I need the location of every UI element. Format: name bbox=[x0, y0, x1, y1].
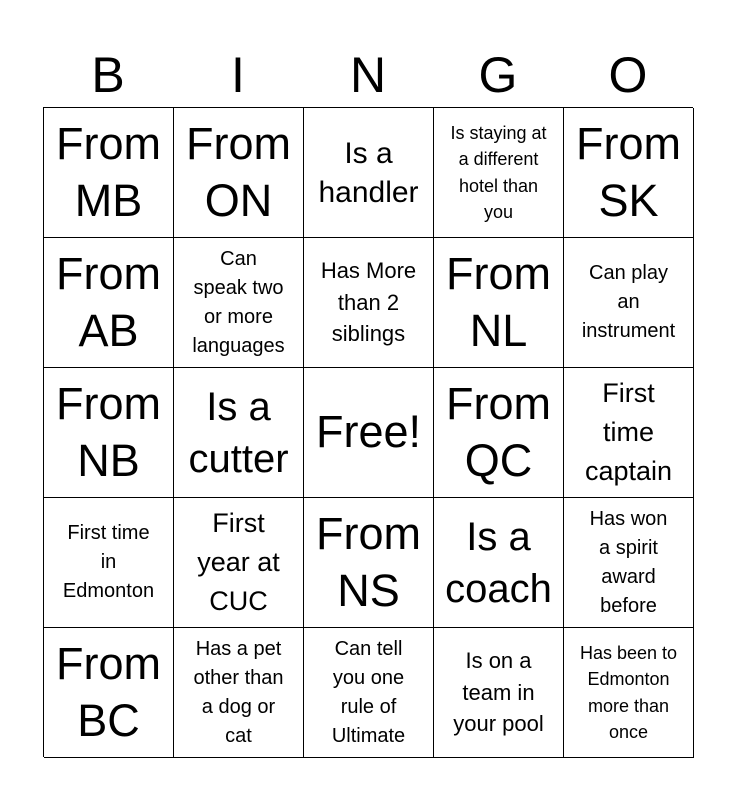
bingo-cell[interactable] bbox=[174, 108, 304, 238]
bingo-cell[interactable] bbox=[174, 238, 304, 368]
cell-text: From NL bbox=[446, 248, 551, 356]
cell-text: First time in Edmonton bbox=[62, 522, 155, 602]
bingo-cell[interactable] bbox=[564, 498, 694, 628]
bingo-cell[interactable] bbox=[304, 498, 434, 628]
cell-text: Can speak two or more languages bbox=[192, 247, 285, 357]
bingo-cell[interactable] bbox=[44, 108, 174, 238]
cell-text: From BC bbox=[56, 638, 161, 746]
header-letter-b: B bbox=[91, 47, 125, 103]
bingo-cell bbox=[304, 368, 434, 498]
cell-text: Can play an instrument bbox=[581, 262, 676, 342]
bingo-cell[interactable] bbox=[174, 368, 304, 498]
cell-text: From SK bbox=[576, 118, 681, 226]
header-letter-g: G bbox=[478, 47, 518, 103]
bingo-cell[interactable] bbox=[304, 238, 434, 368]
bingo-cell[interactable] bbox=[434, 368, 564, 498]
bingo-cell[interactable] bbox=[44, 368, 174, 498]
cell-text: Is a handler bbox=[318, 136, 419, 209]
cell-text: Has More than 2 siblings bbox=[320, 257, 417, 347]
cell-text: Has won a spirit award before bbox=[589, 507, 668, 617]
header-letter-o: O bbox=[608, 47, 648, 103]
bingo-cell[interactable] bbox=[434, 108, 564, 238]
cell-text: Can tell you one rule of Ultimate bbox=[331, 637, 406, 747]
cell-text: Is a coach bbox=[445, 514, 552, 611]
cell-text: First time captain bbox=[584, 377, 673, 487]
bingo-cell[interactable] bbox=[564, 628, 694, 758]
cell-text: Is a cutter bbox=[188, 384, 289, 481]
free-space-text: Free! bbox=[315, 406, 422, 458]
bingo-cell[interactable] bbox=[304, 628, 434, 758]
cell-text: From ON bbox=[186, 118, 291, 226]
header-letter-n: N bbox=[349, 47, 387, 103]
cell-text: Is staying at a different hotel than you bbox=[450, 123, 547, 222]
bingo-cell[interactable] bbox=[564, 368, 694, 498]
bingo-cell[interactable] bbox=[44, 498, 174, 628]
cell-text: From NB bbox=[56, 378, 161, 486]
cell-text: From AB bbox=[56, 248, 161, 356]
bingo-header bbox=[43, 45, 693, 105]
bingo-card-grid bbox=[43, 107, 693, 757]
bingo-cell[interactable] bbox=[174, 628, 304, 758]
header-letter-i: I bbox=[231, 47, 245, 103]
cell-text: Has a pet other than a dog or cat bbox=[193, 637, 284, 747]
bingo-cell[interactable] bbox=[434, 238, 564, 368]
cell-text: From MB bbox=[56, 118, 161, 226]
cell-text: From QC bbox=[446, 378, 551, 486]
bingo-cell[interactable] bbox=[434, 628, 564, 758]
bingo-cell[interactable] bbox=[564, 108, 694, 238]
bingo-cell[interactable] bbox=[434, 498, 564, 628]
bingo-cell[interactable] bbox=[44, 238, 174, 368]
bingo-cell[interactable] bbox=[564, 238, 694, 368]
cell-text: First year at CUC bbox=[197, 507, 280, 617]
cell-text: From NS bbox=[316, 508, 421, 616]
bingo-cell[interactable] bbox=[174, 498, 304, 628]
cell-text: Is on a team in your pool bbox=[453, 647, 544, 737]
bingo-cell[interactable] bbox=[44, 628, 174, 758]
bingo-cell[interactable] bbox=[304, 108, 434, 238]
cell-text: Has been to Edmonton more than once bbox=[579, 643, 678, 742]
